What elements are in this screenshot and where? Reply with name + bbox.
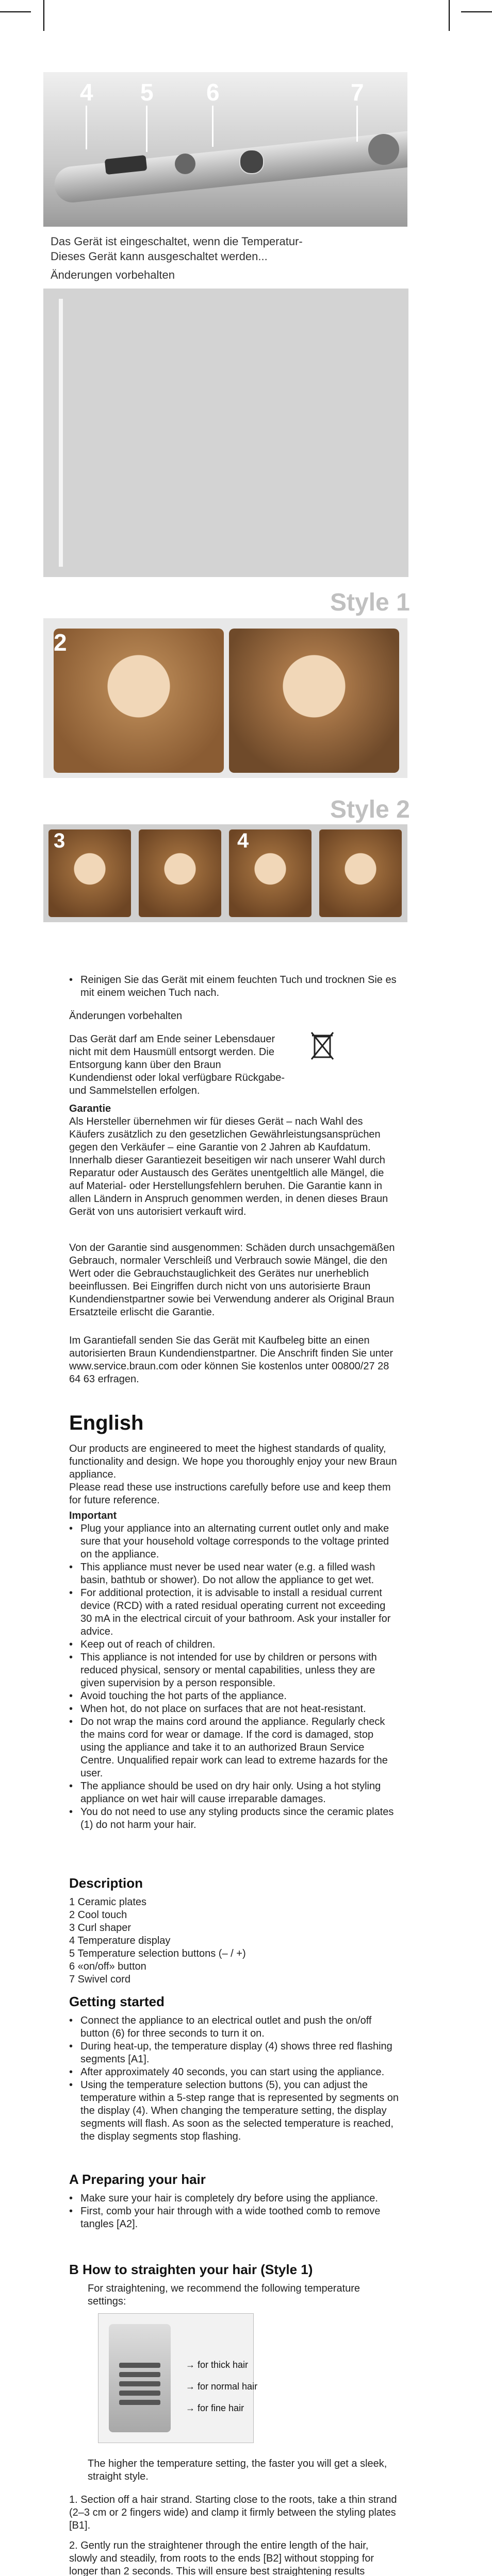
callout-line [212,106,214,147]
bin-icon [309,1030,335,1061]
getting-started-item: • After approximately 40 seconds, you can start using the appliance. [69,2066,399,2079]
description-item: 6 «on/off» button [69,1961,146,1972]
getting-started-list [69,2014,399,2143]
section-b-title: B How to straighten your hair (Style 1) [69,2262,313,2277]
getting-started-item: • Connect the appliance to an electrical outlet and push the on/off button (6) for three seconds to turn it on. [69,2014,399,2040]
hair-photo-1 [54,629,224,773]
english-heading: English [69,1412,144,1434]
section-a-item: • First, comb your hair through with a wide toothed comb to remove tangles [A2]. [69,2205,399,2231]
getting-started-item: • During heat-up, the temperature display (4) shows three red flashing segments [A1]. [69,2040,399,2066]
label-fine-text: for fine hair [198,2403,244,2413]
getting-started-title: Getting started [69,1994,165,2009]
style1-photos [43,618,407,778]
section-a-list [69,2192,399,2231]
crop-mark [449,0,450,31]
description-item: 3 Curl shaper [69,1922,132,1934]
style1-label: Style 1 [330,589,410,616]
important-item: • This appliance must never be used near water (e.g. a filled wash basin, bathtub or shower). Do not allow the appliance to get wet. [69,1561,399,1587]
style2-step3: 3 [54,829,65,852]
section-a-item: • Make sure your hair is completely dry before using the appliance. [69,2192,399,2205]
callout-line [356,106,358,142]
de-top-line1: Das Gerät ist eingeschaltet, wenn die Temperatur- [51,235,303,248]
important-item: • Avoid touching the hot parts of the appliance. [69,1690,399,1703]
description-item: 5 Temperature selection buttons (– / +) [69,1948,246,1959]
label-fine: → for fine hair [186,2403,244,2413]
section-a-title: A Preparing your hair [69,2172,206,2187]
crop-mark [43,0,44,31]
label-normal: → for normal hair [186,2381,258,2392]
important-item: • Plug your appliance into an alternating current outlet only and make sure that your household voltage corresponds to the voltage printed on the appliance. [69,1522,399,1561]
temp-buttons [175,154,195,174]
section-b-intro: For straightening, we recommend the following temperature settings: [88,2283,360,2307]
temp-segment [119,2381,160,2386]
callout-line [86,106,87,149]
description-item: 4 Temperature display [69,1935,171,1946]
crop-mark [0,11,31,12]
temperature-figure [98,2313,254,2443]
important-title: Important [69,1510,117,1521]
style2-photos [43,824,407,922]
de-warranty-p2: Von der Garantie sind ausgenommen: Schäden durch unsachgemäßen Gebrauch, normaler Verschleiß und Verbrauch sowie Mängel, die den Wert oder die Gebrauchstauglichkeit des Gerätes nur unerheblich beeinflussen. Bei Eingriffen durch nicht von uns autorisierte Braun Kundendienstpartner sowie bei Verwendung anderer als Original Braun Ersatzteile erlischt die Garantie. [69,1242,395,1318]
style1-step: 2 [54,629,67,656]
description-item: 7 Swivel cord [69,1974,130,1985]
white-stripe [59,299,63,567]
section-b-steps [69,2494,399,2576]
callout-line [146,106,147,152]
important-item: • The appliance should be used on dry hair only. Using a hot styling appliance on wet hair will cause irreparable damages. [69,1780,399,1806]
en-intro: Our products are engineered to meet the highest standards of quality, functionality and design. We hope you thoroughly enjoy your new Braun appliance. Please read these use instructions carefully before use and keep them for future reference. [69,1443,397,1506]
de-warranty-p3: Im Garantiefall senden Sie das Gerät mit Kaufbeleg bitte an einen autorisierten Braun Kundendienstpartner. Die Anschrift finden Sie unter www.service.braun.com oder können Sie kostenlos unter 00800/27 28 64 63 erfragen. [69,1335,393,1385]
section-b-step: 2. Gently run the straightener through the entire length of the hair, slowly and steadily, from roots to the ends [B2] without stopping for longer than 2 seconds. This will ensure best straightening results [69,2540,374,2576]
power-button [239,149,264,174]
curl-photo-4 [319,829,402,917]
important-item: • This appliance is not intended for use by children or persons with reduced physical, sensory or mental capabilities, unless they are given supervision by a person responsible. [69,1651,399,1690]
description-item: 1 Ceramic plates [69,1896,147,1908]
important-item: • When hot, do not place on surfaces that are not heat-resistant. [69,1703,399,1716]
temp-segment [119,2400,160,2405]
section-b-step: 1. Section off a hair strand. Starting close to the roots, take a thin strand (2–3 cm or 2 fingers wide) and clamp it firmly between the styling plates [B1]. [69,2494,397,2531]
de-clean-text: • Reinigen Sie das Gerät mit einem feuchten Tuch und trocknen Sie es mit einem weichen Tuch nach. [69,974,399,999]
swivel-cord [368,134,399,165]
important-item: • Do not wrap the mains cord around the appliance. Regularly check the mains cord for wear or damage. If the cord is damaged, stop using the appliance and take it to an authorized Braun Service Centre. Unqualified repair work can lead to extreme hazards for the user. [69,1716,399,1780]
callout-5: 5 [140,79,154,106]
important-item: • For additional protection, it is advisable to install a residual current device (RCD) with a rated residual operating current not exceeding 30 mA in the electrical circuit of your bathroom. Ask your installer for advice. [69,1587,399,1638]
de-changes: Änderungen vorbehalten [69,1010,183,1022]
de-top-line2: Dieses Gerät kann ausgeschaltet werden... [51,250,268,263]
temp-segment [119,2363,160,2368]
curl-photo-2 [139,829,221,917]
display-panel [109,2324,171,2432]
crop-mark [461,11,492,12]
section-b-after: The higher the temperature setting, the faster you will get a sleek, straight style. [88,2458,387,2482]
label-thick-text: for thick hair [198,2360,249,2370]
hair-photo-2 [229,629,399,773]
description-title: Description [69,1875,143,1891]
description-list [69,1896,399,1986]
de-change-note: Änderungen vorbehalten [51,268,175,281]
label-normal-text: for normal hair [198,2381,258,2392]
label-thick: → for thick hair [186,2360,249,2370]
de-warranty-p1: Als Hersteller übernehmen wir für dieses Gerät – nach Wahl des Käufers zusätzlich zu den gesetzlichen Gewährleistungsansprüchen gegen den Verkäufer – eine Garantie von 2 Jahren ab Kaufdatum. Innerhalb dieser Garantiezeit beseitigen wir nach unserer Wahl durch Reparatur oder Austausch des Gerätes unentgeltlich alle Mängel, die auf Material- oder Herstellungsfehlern beruhen. Die Garantie kann in allen Ländern in Anspruch genommen werden, in denen dieses Braun Gerät von uns autorisiert verkauft wird. [69,1116,388,1217]
de-clean [69,974,399,999]
getting-started-item: • Using the temperature selection buttons (5), you can adjust the temperature within a 5-step range that is represented by segments on the display (4). When changing the temperature setting, the display segments will flash. As soon as the selected temperature is reached, the display segments stop flashing. [69,2079,399,2143]
de-disposal: Das Gerät darf am Ende seiner Lebensdauer nicht mit dem Hausmüll entsorgt werden. Die Entsorgung kann über den Braun Kundendienst oder lokal verfügbare Rückgabe- und Sammelstellen erfolgen. [69,1033,285,1096]
callout-6: 6 [206,79,220,106]
callout-4: 4 [80,79,93,106]
important-item: • Keep out of reach of children. [69,1638,399,1651]
grey-panel [43,289,408,577]
important-list [69,1522,399,1832]
temp-segment [119,2372,160,2377]
description-item: 2 Cool touch [69,1909,127,1921]
important-item: • You do not need to use any styling products since the ceramic plates (1) do not harm your hair. [69,1806,399,1832]
callout-7: 7 [351,79,364,106]
style2-label: Style 2 [330,796,410,823]
temp-segment [119,2391,160,2396]
style2-step4: 4 [237,829,249,852]
de-warranty-title: Garantie [69,1103,111,1114]
